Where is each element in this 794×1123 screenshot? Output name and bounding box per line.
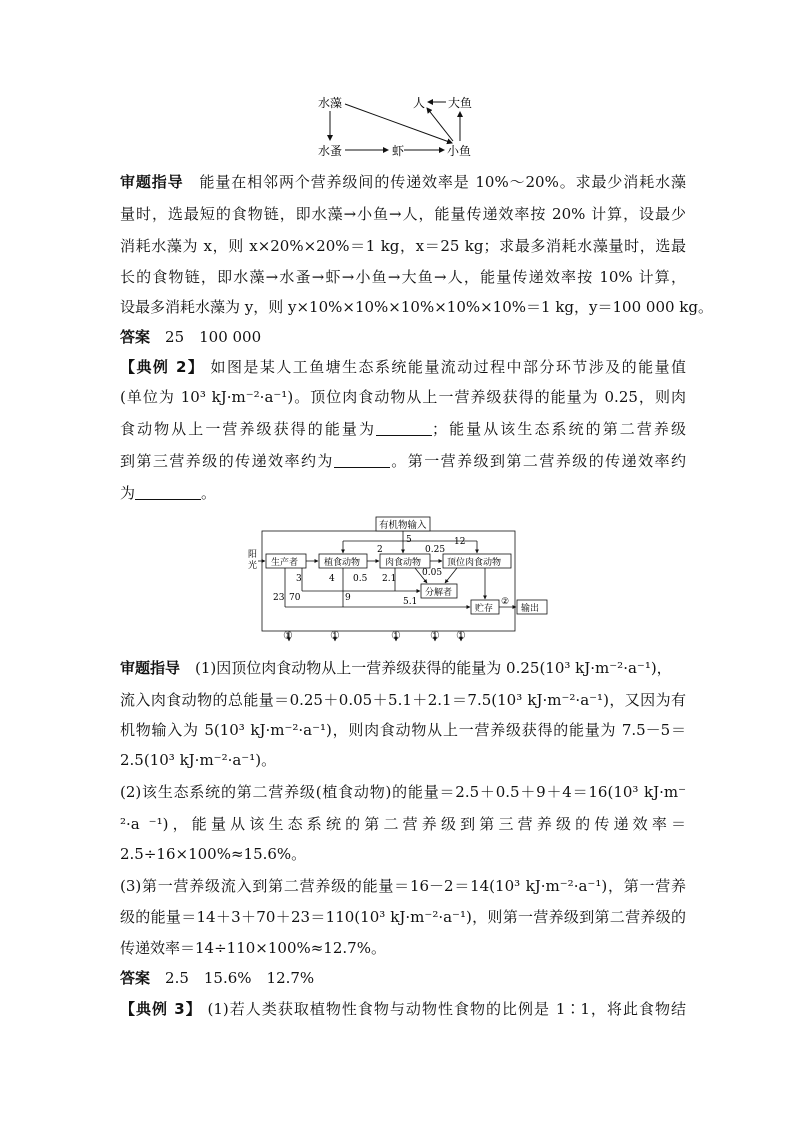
example2-line2: (单位为 10³ kJ·m⁻²·a⁻¹)。顶位肉食动物从上一营养级获得的能量为 0.25，则肉 — [120, 388, 686, 406]
producer-label: 生产者 — [271, 558, 299, 568]
decomposer-label: 分解者 — [425, 588, 453, 598]
storage-label: 贮存 — [475, 604, 494, 614]
node-shuizao2: 水蚤 — [318, 144, 343, 158]
output-label: 输出 — [521, 604, 540, 614]
guide2-line4: 2.5(10³ kJ·m⁻²·a⁻¹)。 — [120, 751, 277, 769]
value-51: 5.1 — [403, 597, 418, 607]
blank-3 — [135, 485, 201, 500]
value-23: 23 — [273, 593, 285, 603]
guide2-line7: 2.5÷16×100%≈15.6%。 — [120, 845, 307, 863]
sun-label-2: 光 — [248, 561, 258, 571]
guide1-line1: 审题指导 能量在相邻两个营养级间的传递效率是 10%～20%。求最少消耗水藻 — [120, 173, 686, 191]
food-web-diagram — [300, 88, 500, 162]
value-005: 0.05 — [422, 568, 443, 578]
value-70: 70 — [289, 593, 301, 603]
example2-line3: 食动物从上一营养级获得的能量为 ；能量从该生态系统的第二营养级 — [120, 420, 686, 438]
arrow-xiaoyu-ren — [427, 108, 453, 141]
loss-marker-1: ① — [283, 629, 293, 642]
example2-line4: 到第三营养级的传递效率约为 。第一营养级到第二营养级的传递效率约 — [120, 452, 686, 470]
arrow-shuizao-xiaoyu — [345, 104, 452, 143]
value-5-organic-carnivore: 5 — [406, 535, 412, 545]
sun-label-1: 阳 — [248, 550, 258, 560]
guide2-line9: 级的能量＝14＋3＋70＋23＝110(10³ kJ·m⁻²·a⁻¹)，则第一营养级到第二营养级的 — [120, 908, 686, 926]
guide2-line5: (2)该生态系统的第二营养级(植食动物)的能量＝2.5＋0.5＋9＋4＝16(10³ kJ·m⁻ — [120, 783, 686, 801]
loss-marker-4: ① — [430, 629, 440, 642]
top-carnivore-label: 顶位肉食动物 — [447, 558, 502, 568]
organic-input-label: 有机物输入 — [379, 520, 427, 531]
guide1-label: 审题指导 — [120, 173, 184, 191]
value-circ2: ② — [501, 597, 510, 607]
answer2 — [120, 967, 686, 989]
answer1-label: 答案 — [120, 328, 151, 346]
value-12-organic-top: 12 — [454, 537, 466, 547]
carnivore-label: 肉食动物 — [385, 558, 422, 568]
value-05: 0.5 — [353, 574, 368, 584]
guide2-line2: 流入肉食动物的总能量＝0.25＋0.05＋5.1＋2.1＝7.5(10³ kJ·m⁻²·a⁻¹)，又因为有 — [120, 691, 686, 709]
energy-flow-diagram — [245, 514, 555, 644]
guide1-line4: 长的食物链，即水藻→水蚤→虾→小鱼→大鱼→人，能量传递效率按 10% 计算， — [120, 268, 686, 286]
answer2-label: 答案 — [120, 969, 151, 987]
answer1-value: 25 100 000 — [165, 328, 262, 346]
value-025: 0.25 — [425, 545, 446, 555]
value-21: 2.1 — [382, 574, 397, 584]
example2-line1: 【典例 2】 如图是某人工鱼塘生态系统能量流动过程中部分环节涉及的能量值 — [120, 358, 686, 376]
loss-marker-2: ① — [330, 629, 340, 642]
guide1-line3: 消耗水藻为 x，则 x×20%×20%＝1 kg，x＝25 kg；求最多消耗水藻量时，选最 — [120, 237, 686, 255]
answer2-value: 2.5 15.6% 12.7% — [165, 969, 315, 987]
herbivore-label: 植食动物 — [324, 558, 361, 568]
example2-label: 【典例 2】 — [120, 358, 205, 376]
answer1 — [120, 326, 686, 348]
value-2-organic-herbivore: 2 — [377, 545, 383, 555]
loss-marker-3: ① — [391, 629, 401, 642]
guide1-line2: 量时，选最短的食物链，即水藻→小鱼→人，能量传递效率按 20% 计算，设最少 — [120, 205, 686, 223]
node-ren: 人 — [413, 96, 426, 110]
guide1-line5: 设最多消耗水藻为 y，则 y×10%×10%×10%×10%×10%＝1 kg，y＝100 000 kg。 — [120, 298, 713, 316]
blank-1 — [376, 421, 432, 436]
node-dayu: 大鱼 — [448, 96, 473, 110]
node-shuizao: 水藻 — [318, 96, 343, 110]
guide2-line8: (3)第一营养级流入到第二营养级的能量＝16－2＝14(10³ kJ·m⁻²·a⁻¹)，第一营养 — [120, 877, 686, 895]
guide2-line10: 传递效率＝14÷110×100%≈12.7%。 — [120, 939, 386, 957]
guide2-line6: ²·a ⁻¹)，能量从该生态系统的第二营养级到第三营养级的传递效率＝ — [120, 815, 686, 833]
node-xiaoyu: 小鱼 — [447, 144, 472, 158]
guide2-line1: 审题指导 (1)因顶位肉食动物从上一营养级获得的能量为 0.25(10³ kJ·m⁻²·a⁻¹)， — [120, 659, 672, 677]
loss-markers — [280, 629, 520, 645]
blank-2 — [334, 453, 390, 468]
loss-marker-5: ① — [456, 629, 466, 642]
example3-line1: 【典例 3】 (1)若人类获取植物性食物与动物性食物的比例是 1∶1，将此食物结 — [120, 1000, 686, 1018]
guide2-label: 审题指导 — [120, 659, 181, 677]
value-3: 3 — [296, 574, 302, 584]
guide2-line3: 机物输入为 5(10³ kJ·m⁻²·a⁻¹)，则肉食动物从上一营养级获得的能量为 7.5－5＝ — [120, 721, 686, 739]
value-4: 4 — [329, 574, 335, 584]
example3-label: 【典例 3】 — [120, 1000, 202, 1018]
node-xia: 虾 — [392, 144, 405, 158]
example2-line5: 为 。 — [120, 484, 217, 502]
value-9: 9 — [345, 593, 351, 603]
